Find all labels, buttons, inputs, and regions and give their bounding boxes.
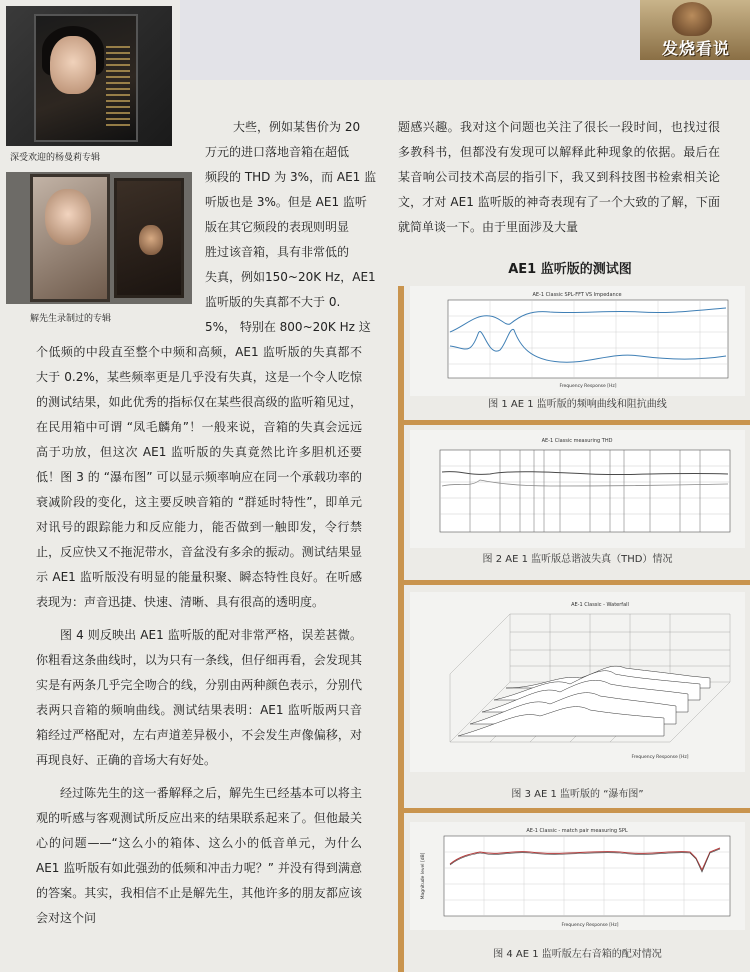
column-badge [640, 0, 750, 60]
section-accent-bar [398, 286, 404, 972]
figure-3-chart [410, 592, 745, 772]
album-photo-1 [6, 6, 172, 146]
text-line: 万元的进口落地音箱在超低 [205, 145, 350, 159]
figures-section-title: AE1 监听版的测试图 [508, 262, 632, 277]
figure-4-chart [410, 822, 745, 930]
chart-title: AE-1 Classic - Waterfall [571, 602, 629, 608]
figure-divider [398, 808, 750, 813]
text-line: 大些，例如某售价为 20 [233, 120, 361, 134]
figure-1-panel [410, 286, 745, 396]
plot-area [440, 450, 730, 532]
photo-1-caption: 深受欢迎的杨曼莉专辑 [10, 153, 101, 163]
figure-divider [398, 420, 750, 425]
figure-4-caption: 图 4 AE 1 监听版左右音箱的配对情况 [493, 949, 662, 960]
photo-2-caption: 解先生录制过的专辑 [30, 314, 112, 324]
figure-3-caption: 图 3 AE 1 监听版的 “瀑布图” [511, 789, 644, 800]
x-axis-label: Frequency Response [Hz] [559, 384, 617, 389]
figure-4-panel [410, 822, 745, 930]
y-axis-label: Magnitude level [dB] [421, 852, 426, 900]
column-title: 发烧看说 [661, 39, 730, 58]
figure-2-panel [410, 430, 745, 548]
article-paragraph: 题感兴趣。我对这个问题也关注了很长一段时间，也找过很多教科书，但都没有发现可以解释此种现象的依据。最后在某音响公司技术高层的指引下，我又到科技图书检索相关论文，才对 AE1 监听版的神奇表现有了一个大致的了解，下面就简单谈一下。由于里面涉及大量 [398, 120, 720, 234]
singer-face [50, 36, 96, 94]
chart-title: AE-1 Classic measuring THD [541, 438, 613, 444]
text-line: 胜过该音箱，具有非常低的 [205, 245, 350, 259]
figure-1-chart [410, 286, 745, 396]
text-line: 失真，例如150~20K Hz，AE1 [205, 270, 376, 284]
figure-divider [398, 580, 750, 585]
article-left-column [36, 340, 362, 931]
text-line: 听版也是 3%。但是 AE1 监听 [205, 195, 367, 209]
text-line: 监听版的失真都不大于 0. [205, 295, 341, 309]
article-wrap-lines [205, 115, 390, 340]
plot-area [444, 836, 730, 916]
article-paragraph: 图 4 则反映出 AE1 监听版的配对非常严格，误差甚微。你粗看这条曲线时，以为只有一条线，但仔细再看，会发现其实是有两条几乎完全吻合的线，分别由两种颜色表示，分别代表两只音箱的频响曲线。测试结果表明：AE1 监听版两只音箱经过严格配对，左右声道差异极小，不会发生声像偏移，对再现良好、正确的音场大有好处。 [36, 628, 362, 767]
text-line: 5%， 特别在 800~20K Hz 这 [205, 320, 371, 334]
x-axis-label: Frequency Response [Hz] [561, 923, 619, 928]
text-line: 版在其它频段的表现则明显 [205, 220, 350, 234]
chart-title: AE-1 Classic SPL-FFT VS Impedance [532, 292, 622, 298]
text-line: 频段的 THD 为 3%，而 AE1 监 [205, 170, 377, 184]
album-poster-b [114, 178, 184, 298]
album-poster [34, 14, 138, 142]
figure-1-caption: 图 1 AE 1 监听版的频响曲线和阻抗曲线 [488, 399, 667, 410]
figure-3-panel [410, 592, 745, 772]
article-right-column [398, 115, 720, 240]
album-poster-a [30, 174, 110, 302]
x-axis-label: Frequency Response [Hz] [631, 755, 689, 760]
figure-2-caption: 图 2 AE 1 监听版总谐波失真（THD）情况 [482, 554, 673, 565]
chart-title: AE-1 Classic - match pair measuring SPL [526, 828, 628, 834]
article-paragraph: 经过陈先生的这一番解释之后，解先生已经基本可以将主观的听感与客观测试所反应出来的结果联系起来了。但他最关心的问题——“这么小的箱体、这么小的低音单元，为什么 AE1 监听版有如此强劲的低频和冲击力呢？” 并没有得到满意的答案。其实，我相信不止是解先生，其他许多的朋友都应该会对这个问 [36, 786, 362, 925]
figure-2-chart [410, 430, 745, 548]
album-photo-2 [6, 172, 192, 304]
author-portrait [672, 2, 712, 36]
waterfall-slices [458, 666, 710, 736]
article-paragraph: 个低频的中段直至整个中频和高频，AE1 监听版的失真都不大于 0.2%，某些频率更是几乎没有失真，这是一个令人吃惊的测试结果，如此优秀的指标仅在某些很高级的监听箱见过，在民用箱中可谓 “凤毛麟角”！一般来说，音箱的失真会远远高于功放，但这次 AE1 监听版的失真竟然比许多胆机还要低！图 3 的 “瀑布图” 可以显示频率响应在同一个承载功率的衰减阶段的变化，这主要反映音箱的 “群延时特性”，即单元对讯号的跟踪能力和反应能力，能否做到一触即发，令行禁止，反应快又不拖泥带水，音盆没有多余的振动。测试结果显示 AE1 监听版没有明显的能量积聚、瞬态特性良好。在听感表现为：声音迅捷、快速、清晰、具有很高的透明度。 [36, 345, 362, 609]
